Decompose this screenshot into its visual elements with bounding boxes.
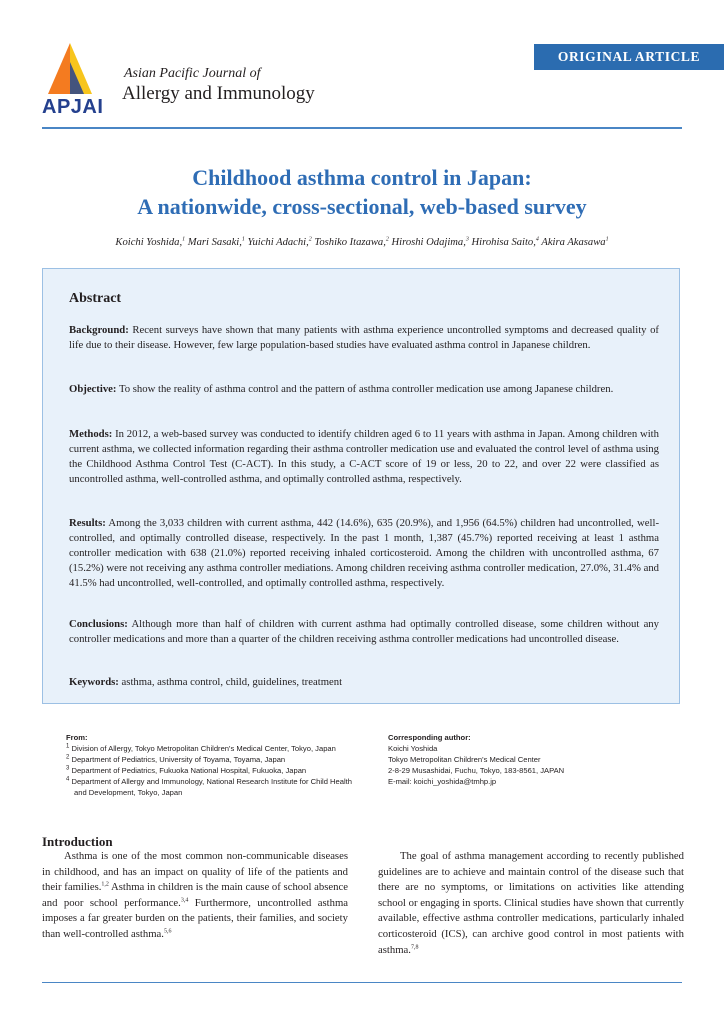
header-divider — [42, 127, 682, 129]
abstract-box — [42, 268, 680, 704]
abstract-background — [69, 323, 659, 353]
affiliation-sup: 3 — [66, 765, 70, 772]
author-name: Yuichi Adachi, — [244, 237, 309, 248]
intro-column-left — [42, 849, 348, 943]
author-list — [42, 237, 682, 248]
citation-sup: 5,6 — [163, 928, 172, 935]
conclusions-label: Conclusions: — [69, 618, 128, 630]
author-name: Akira Akasawa — [538, 237, 606, 248]
affiliation-text: Department of Allergy and Immunology, National Research Institute for Child Health and Development, Tokyo, Japan — [69, 777, 352, 797]
corresponding-label: Corresponding author: — [388, 733, 471, 742]
author-name: Mari Sasaki, — [185, 237, 242, 248]
affiliation-sup: 1 — [66, 743, 70, 750]
affiliation-text: Department of Pediatrics, Fukuoka National Hospital, Fukuoka, Japan — [69, 766, 307, 775]
background-text: Recent surveys have shown that many patients with asthma experience uncontrolled symptoms and decreased quality of life due to their disease. However, few large population-based studies have evaluated asthma control in Japanese children. — [69, 324, 659, 351]
citation-sup: 1,2 — [101, 881, 109, 888]
introduction-heading: Introduction — [42, 834, 113, 849]
corr-address: 2-8-29 Musashidai, Fuchu, Tokyo, 183-8561, JAPAN — [388, 766, 565, 775]
affiliation-list — [66, 743, 366, 798]
keywords-text: asthma, asthma control, child, guidelines, treatment — [118, 676, 343, 688]
author-name: Toshiko Itazawa, — [311, 237, 386, 248]
logo-text: APJAI — [42, 96, 104, 118]
author-affiliation-sup: 3 — [465, 236, 469, 243]
author-affiliation-sup: 1 — [605, 236, 609, 243]
author-name: Koichi Yoshida, — [115, 237, 183, 248]
methods-label: Methods: — [69, 428, 113, 440]
intro-text: Asthma is one of the most common non-communicable diseases in childhood, and has an impact on quality of life of the patients and their families. — [42, 850, 348, 894]
citation-sup: 3,4 — [180, 897, 189, 904]
affiliations-from — [66, 732, 366, 798]
objective-label: Objective: — [69, 383, 117, 395]
abstract-heading: Abstract — [69, 291, 122, 306]
abstract-results — [69, 516, 659, 591]
affiliation-item — [66, 754, 366, 765]
author-affiliation-sup: 2 — [385, 236, 389, 243]
affiliation-text: Division of Allergy, Tokyo Metropolitan Children's Medical Center, Tokyo, Japan — [69, 744, 336, 753]
article-title-line2: A nationwide, cross-sectional, web-based survey — [137, 194, 587, 219]
intro-text: The goal of asthma management according to recently published guidelines are to achieve and maintain control of the disease such that there are no symptoms, or limitations on activities like attending school or engaging in sports. Clinical studies have shown that currently available, effective asthma controller medications, particularly inhaled corticosteroid (ICS), can archive good control in most patients with asthma. — [378, 850, 684, 956]
journal-name-line1: Asian Pacific Journal of — [124, 66, 261, 81]
corr-email[interactable]: E-mail: koichi_yoshida@tmhp.jp — [388, 777, 497, 786]
objective-text: To show the reality of asthma control and the pattern of asthma controller medication use among Japanese children. — [116, 383, 614, 395]
journal-name-line2: Allergy and Immunology — [122, 83, 315, 104]
methods-text: In 2012, a web-based survey was conducted to identify children aged 6 to 11 years with asthma in Japan. Among children with current asthma, we collected information regarding their asthma controller medication use and evaluated the control level of asthma using the Childhood Asthma Control Test (C-ACT). In this study, a C-ACT score of 19 or less, 20 to 22, and over 22 were classified as uncontrolled asthma, well-controlled asthma, and optimally controlled asthma, respectively. — [69, 428, 659, 485]
results-text: Among the 3,033 children with current asthma, 442 (14.6%), 635 (20.9%), and 1,956 (64.5%) children had uncontrolled, well-controlled, and optimally controlled disease, respectively. In the past 1 month, 1,387 (45.7%) reported receiving at least 1 asthma controller medication with 638 (21.0%) reported receiving inhaled corticosteroid. Among the children with uncontrolled asthma, 67 (15.2%) were not receiving any asthma controller mediations. Among children receiving asthma controller medication, 27.0%, 31.4% and 41.5% had uncontrolled, well-controlled, and optimally controlled asthma, respectively. — [69, 517, 660, 589]
affiliation-item — [66, 776, 366, 798]
affiliation-text: Department of Pediatrics, University of Toyama, Toyama, Japan — [69, 755, 286, 764]
corr-institution: Tokyo Metropolitan Children's Medical Center — [388, 755, 541, 764]
intro-column-right — [378, 849, 684, 958]
abstract-conclusions — [69, 617, 659, 647]
affiliation-sup: 4 — [66, 776, 70, 783]
affiliation-item — [66, 743, 366, 754]
abstract-objective — [69, 382, 659, 397]
author-affiliation-sup: 1 — [241, 236, 245, 243]
author-affiliation-sup: 1 — [182, 236, 186, 243]
article-title-line1: Childhood asthma control in Japan: — [192, 165, 532, 190]
corr-name: Koichi Yoshida — [388, 744, 438, 753]
background-label: Background: — [69, 324, 129, 336]
abstract-keywords — [69, 675, 659, 690]
conclusions-text: Although more than half of children with current asthma had optimally controlled disease, some children without any controller medications and more than a quarter of the children receiving asthma controller medications had uncontrolled disease. — [69, 618, 659, 645]
citation-sup: 7,8 — [410, 944, 419, 950]
affiliation-item — [66, 765, 366, 776]
intro-text: Asthma in children is the main cause of school absence and poor school performance. — [42, 881, 348, 909]
author-name: Hiroshi Odajima, — [388, 237, 466, 248]
from-label: From: — [66, 733, 88, 742]
intro-text: Furthermore, uncontrolled asthma imposes a far greater burden on the patients, their families, and society than well-controlled asthma. — [42, 896, 349, 940]
keywords-label: Keywords: — [69, 676, 119, 688]
author-affiliation-sup: 2 — [308, 236, 312, 243]
affiliation-sup: 2 — [66, 754, 70, 761]
author-affiliation-sup: 4 — [535, 236, 539, 243]
author-name: Hirohisa Saito, — [468, 237, 536, 248]
abstract-methods — [69, 427, 659, 487]
footer-divider — [42, 982, 682, 983]
corresponding-author — [388, 732, 698, 787]
article-type-badge: ORIGINAL ARTICLE — [534, 44, 724, 70]
results-label: Results: — [69, 517, 106, 529]
